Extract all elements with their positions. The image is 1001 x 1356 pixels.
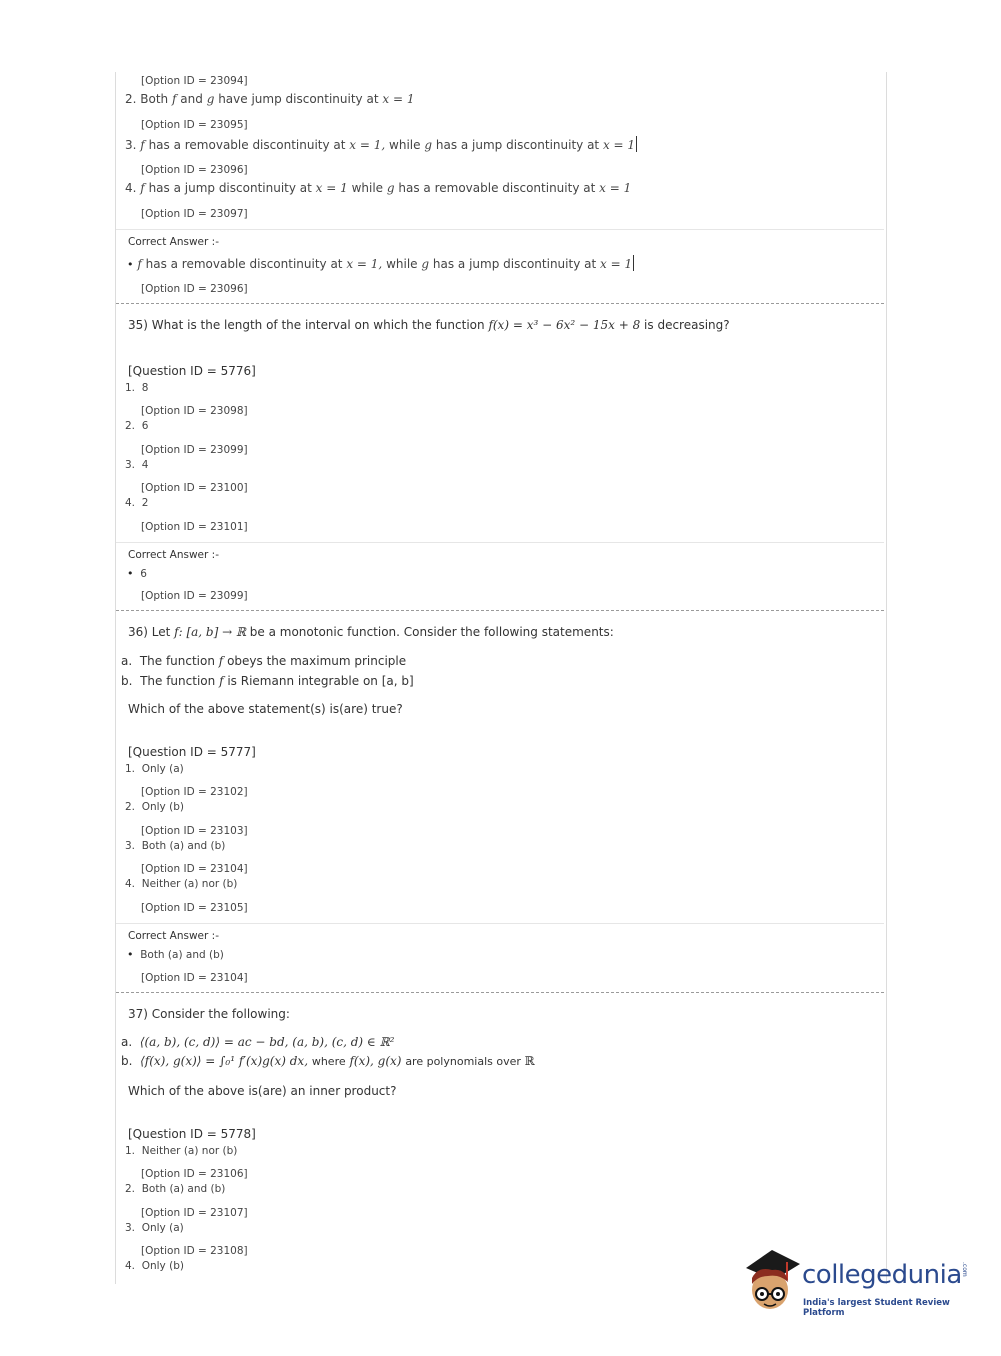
option-2: 2. Both (a) and (b) [125,1183,226,1195]
question-id: [Question ID = 5776] [128,364,256,378]
option-3: 3. Both (a) and (b) [125,840,226,852]
logo-name: collegedunia [802,1260,962,1290]
statement-a: a. The function f obeys the maximum principle [121,654,407,668]
option-1: 1. Neither (a) nor (b) [125,1145,238,1157]
option-number: 4. [125,181,137,195]
option-id: [Option ID = 23100] [141,482,248,494]
correct-answer-label: Correct Answer :- [128,236,219,248]
text-cursor [636,136,637,152]
option-4: 4. Only (b) [125,1260,184,1272]
question-title: 36) Let f: [a, b] → ℝ be a monotonic function. Consider the following statements: [128,625,614,639]
question-separator [116,303,884,304]
option-id: [Option ID = 23108] [141,1245,248,1257]
text-cursor [633,255,634,271]
correct-answer: • f has a removable discontinuity at x = 1, while g has a jump discontinuity at x = 1 [127,257,633,271]
option-id: [Option ID = 23098] [141,405,248,417]
correct-option-id: [Option ID = 23104] [141,972,248,984]
option-id: [Option ID = 23095] [141,119,248,131]
correct-option-id: [Option ID = 23099] [141,590,248,602]
option-1: 1. 8 [125,382,149,394]
correct-option-id: [Option ID = 23096] [141,283,248,295]
question-id: [Question ID = 5778] [128,1127,256,1141]
divider [116,229,884,230]
question-id: [Question ID = 5777] [128,745,256,759]
question-separator [116,610,884,611]
mascot-icon [742,1248,804,1318]
divider [116,923,884,924]
correct-answer: • 6 [127,567,147,580]
bullet-icon: • [127,258,134,271]
logo-suffix: .com [961,1262,968,1277]
option-id: [Option ID = 23105] [141,902,248,914]
option-id: [Option ID = 23097] [141,208,248,220]
question-title: 35) What is the length of the interval on which the function f(x) = x³ − 6x² − 15x + 8 is decreasing? [128,318,730,332]
option-4: 4. 2 [125,497,149,509]
question-separator [116,992,884,993]
bullet-icon: • [127,948,134,961]
option-2: 2. Only (b) [125,801,184,813]
option-id: [Option ID = 23102] [141,786,248,798]
correct-answer-label: Correct Answer :- [128,930,219,942]
correct-answer-label: Correct Answer :- [128,549,219,561]
option-4: 4. f has a jump discontinuity at x = 1 while g has a removable discontinuity at x = 1 [125,181,632,195]
option-3: 3. Only (a) [125,1222,184,1234]
option-number: 2. [125,92,137,106]
option-1: 1. Only (a) [125,763,184,775]
divider [116,542,884,543]
option-id: [Option ID = 23094] [141,75,248,87]
collegedunia-logo [742,1248,972,1318]
logo-tagline: India's largest Student Review Platform [803,1298,950,1318]
option-2: 2. 6 [125,420,149,432]
question-prompt: Which of the above statement(s) is(are) true? [128,702,403,716]
option-4: 4. Neither (a) nor (b) [125,878,238,890]
option-id: [Option ID = 23104] [141,863,248,875]
option-3: 3. 4 [125,459,149,471]
option-id: [Option ID = 23096] [141,164,248,176]
statement-a: a. ⟨(a, b), (c, d)⟩ = ac − bd, (a, b), (c, d) ∈ ℝ² [121,1035,395,1049]
option-id: [Option ID = 23107] [141,1207,248,1219]
option-3: 3. f has a removable discontinuity at x = 1, while g has a jump discontinuity at x = 1 [125,138,636,152]
option-id: [Option ID = 23101] [141,521,248,533]
option-number: 3. [125,138,137,152]
statement-b: b. ⟨f(x), g(x)⟩ = ∫₀¹ f′(x)g(x) dx, where f(x), g(x) are polynomials over ℝ [121,1054,535,1068]
option-2: 2. Both f and g have jump discontinuity at x = 1 [125,92,415,106]
correct-answer: • Both (a) and (b) [127,948,224,961]
option-id: [Option ID = 23106] [141,1168,248,1180]
question-prompt: Which of the above is(are) an inner product? [128,1084,397,1098]
question-title: 37) Consider the following: [128,1007,290,1021]
bullet-icon: • [127,567,134,580]
option-id: [Option ID = 23099] [141,444,248,456]
option-id: [Option ID = 23103] [141,825,248,837]
statement-b: b. The function f is Riemann integrable on [a, b] [121,674,414,688]
